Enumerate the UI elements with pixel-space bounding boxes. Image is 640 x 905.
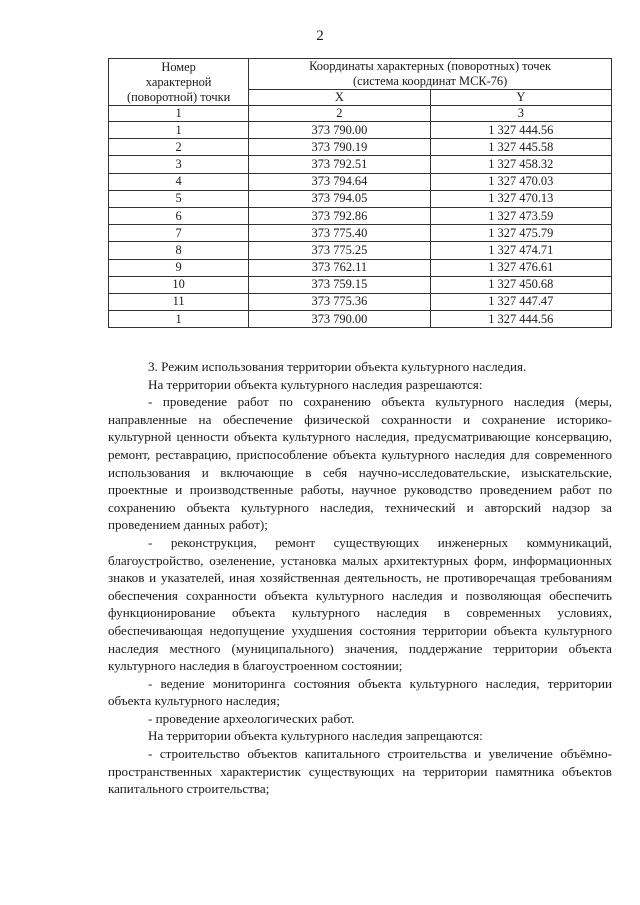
- x-coordinate-cell: 373 792.51: [249, 156, 430, 173]
- table-row: [109, 190, 612, 207]
- x-coordinate-cell: 373 794.05: [249, 190, 430, 207]
- column-number: 2: [249, 106, 430, 122]
- paragraph: На территории объекта культурного наследия запрещаются:: [148, 728, 483, 744]
- coordinates-table: [108, 58, 612, 328]
- y-coordinate-cell: 1 327 450.68: [430, 276, 611, 293]
- y-coordinate-cell: 1 327 458.32: [430, 156, 611, 173]
- paragraph: - проведение работ по сохранению объекта культурного наследия (меры, направленные на обеспечение физической сохранности и сохранение историко-культурной ценности объекта культурного наследия, предусматривающие консервацию, ремонт, реставрацию, приспособление объекта культурного наследия для современного использования и включающие в себя научно-исследовательские, изыскательские, проектные и производственные работы, научное руководство проведением работ по сохранению объекта культурного наследия, технический и авторский надзор за проведением данных работ);: [108, 394, 612, 533]
- y-coordinate-cell: 1 327 470.13: [430, 190, 611, 207]
- table-row: [109, 259, 612, 276]
- point-number-cell: 1: [109, 122, 249, 139]
- table-row: [109, 242, 612, 259]
- y-coordinate-cell: 1 327 445.58: [430, 139, 611, 156]
- x-header: X: [249, 90, 430, 106]
- paragraph: - реконструкция, ремонт существующих инженерных коммуникаций, благоустройство, озеленение, установка малых архитектурных форм, информационных знаков и указателей, иная хозяйственная деятельность, не противоречащая требованиям обеспечения сохранности объекта культурного наследия и позволяющая обеспечить функционирование объекта культурного наследия в современных условиях, обеспечивающая недопущение ухудшения состояния территории объекта культурного наследия местного (муниципального) значения, поддержание территории объекта культурного наследия в благоустроенном состоянии;: [108, 534, 612, 674]
- column-numbering-row: [109, 106, 612, 122]
- y-coordinate-cell: 1 327 476.61: [430, 259, 611, 276]
- point-number-cell: 4: [109, 173, 249, 190]
- table-row: [109, 173, 612, 190]
- x-coordinate-cell: 373 762.11: [249, 259, 430, 276]
- table-row: [109, 293, 612, 310]
- y-coordinate-cell: 1 327 444.56: [430, 122, 611, 139]
- x-coordinate-cell: 373 775.40: [249, 225, 430, 242]
- coordinates-group-header: Координаты характерных (поворотных) точек (система координат МСК-76): [249, 59, 612, 90]
- y-coordinate-cell: 1 327 473.59: [430, 207, 611, 224]
- x-coordinate-cell: 373 775.25: [249, 242, 430, 259]
- paragraph: - проведение археологических работ.: [148, 710, 355, 726]
- x-coordinate-cell: 373 759.15: [249, 276, 430, 293]
- y-coordinate-cell: 1 327 444.56: [430, 311, 611, 328]
- point-number-cell: 6: [109, 207, 249, 224]
- point-number-cell: 10: [109, 276, 249, 293]
- column-number: 3: [430, 106, 611, 122]
- point-number-cell: 8: [109, 242, 249, 259]
- x-coordinate-cell: 373 790.19: [249, 139, 430, 156]
- page-number: 2: [316, 28, 324, 44]
- y-coordinate-cell: 1 327 470.03: [430, 173, 611, 190]
- table-row: [109, 311, 612, 328]
- section-heading: 3. Режим использования территории объекта культурного наследия.: [148, 359, 527, 374]
- table-row: [109, 122, 612, 139]
- table-row: [109, 276, 612, 293]
- paragraph: На территории объекта культурного наследия разрешаются:: [148, 376, 483, 392]
- document-body: [108, 358, 612, 798]
- x-coordinate-cell: 373 792.86: [249, 207, 430, 224]
- y-coordinate-cell: 1 327 475.79: [430, 225, 611, 242]
- y-coordinate-cell: 1 327 474.71: [430, 242, 611, 259]
- table-row: [109, 139, 612, 156]
- point-number-cell: 1: [109, 311, 249, 328]
- point-number-cell: 9: [109, 259, 249, 276]
- table-row: [109, 156, 612, 173]
- x-coordinate-cell: 373 790.00: [249, 122, 430, 139]
- coordinates-table-body: [109, 122, 612, 328]
- column-number: 1: [109, 106, 249, 122]
- point-number-cell: 3: [109, 156, 249, 173]
- y-coordinate-cell: 1 327 447.47: [430, 293, 611, 310]
- table-row: [109, 207, 612, 224]
- table-row: [109, 225, 612, 242]
- point-number-cell: 5: [109, 190, 249, 207]
- x-coordinate-cell: 373 775.36: [249, 293, 430, 310]
- x-coordinate-cell: 373 794.64: [249, 173, 430, 190]
- point-number-cell: 11: [109, 293, 249, 310]
- paragraph: - ведение мониторинга состояния объекта культурного наследия, территории объекта культурного наследия;: [108, 675, 612, 709]
- point-number-header: Номер характерной (поворотной) точки: [109, 59, 249, 106]
- paragraph: - строительство объектов капитального строительства и увеличение объёмно-пространственных характеристик существующих на территории памятника объектов капитального строительства;: [108, 746, 612, 797]
- point-number-cell: 7: [109, 225, 249, 242]
- point-number-cell: 2: [109, 139, 249, 156]
- y-header: Y: [430, 90, 611, 106]
- x-coordinate-cell: 373 790.00: [249, 311, 430, 328]
